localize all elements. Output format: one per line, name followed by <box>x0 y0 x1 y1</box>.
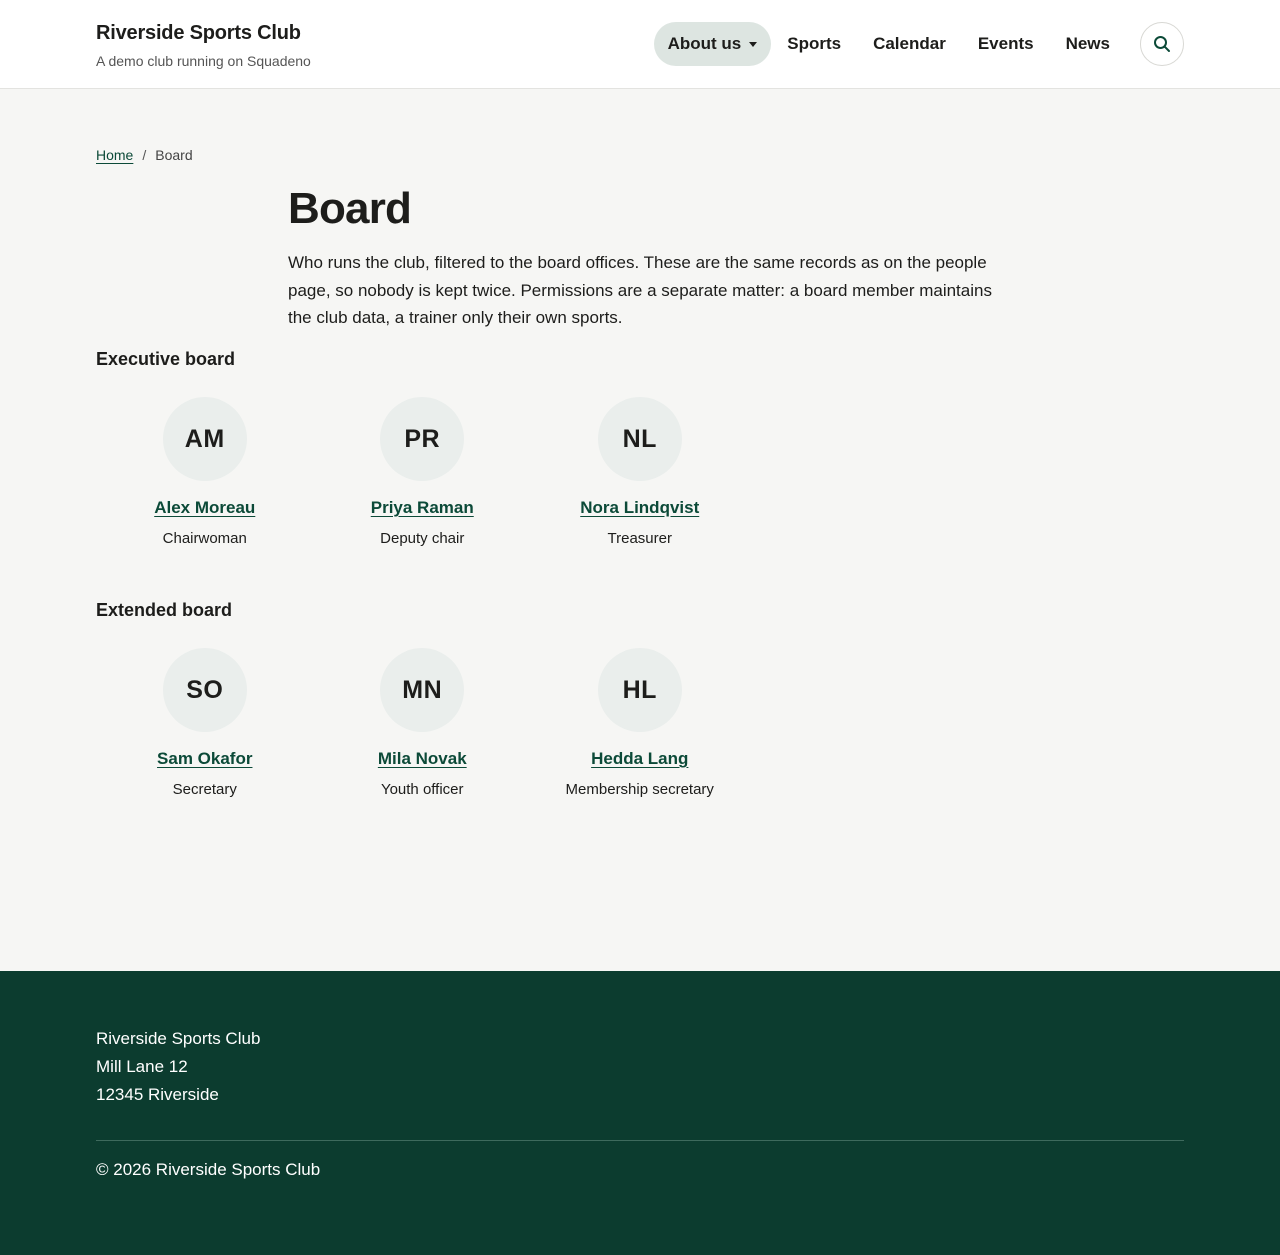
breadcrumb-separator: / <box>142 147 147 163</box>
page-intro: Who runs the club, filtered to the board offices. These are the same records as on the people page, so nobody is kept twice. Permissions are a separate matter: a board member maintains the club data, a trainer only their own sports. <box>288 253 992 327</box>
avatar: AM <box>163 397 247 481</box>
person-role: Deputy chair <box>380 530 465 547</box>
search-icon <box>1153 35 1171 53</box>
person-role: Chairwoman <box>162 530 247 547</box>
footer-divider <box>96 1140 1184 1141</box>
person-card <box>314 397 532 549</box>
person-name-link[interactable]: Sam Okafor <box>157 749 253 768</box>
avatar: PR <box>380 397 464 481</box>
avatar: SO <box>163 648 247 732</box>
brand[interactable] <box>96 20 311 70</box>
footer-address <box>96 1025 260 1109</box>
nav-item-sports[interactable] <box>771 22 857 66</box>
footer-street: Mill Lane 12 <box>96 1057 188 1076</box>
person-card <box>314 648 532 800</box>
person-role: Membership secretary <box>565 781 714 798</box>
avatar: MN <box>380 648 464 732</box>
site-title[interactable]: Riverside Sports Club <box>96 22 301 44</box>
person-name-link[interactable]: Nora Lindqvist <box>580 498 700 517</box>
person-card <box>531 397 749 549</box>
person-name-link[interactable]: Mila Novak <box>377 749 467 768</box>
people-row-executive <box>96 397 749 549</box>
avatar: HL <box>598 648 682 732</box>
site-header <box>0 0 1280 89</box>
site-tagline: A demo club running on Squadeno <box>96 53 311 69</box>
search-button[interactable] <box>1140 22 1184 66</box>
breadcrumb-home-link[interactable]: Home <box>96 147 134 163</box>
person-card <box>96 648 314 800</box>
nav-item-label: About us <box>667 34 742 53</box>
nav-item-label: News <box>1065 34 1110 53</box>
person-role: Youth officer <box>380 781 464 798</box>
nav-item-news[interactable] <box>1050 22 1126 66</box>
nav-item-about-us[interactable] <box>654 22 772 66</box>
nav-item-events[interactable] <box>962 22 1050 66</box>
people-row-extended <box>96 648 749 800</box>
footer-club-name: Riverside Sports Club <box>96 1029 261 1048</box>
footer-city: 12345 Riverside <box>96 1085 219 1104</box>
page-title: Board <box>288 184 412 233</box>
person-role: Secretary <box>172 781 237 798</box>
nav-item-label: Events <box>977 34 1034 53</box>
avatar: NL <box>598 397 682 481</box>
caret-down-icon <box>749 42 757 47</box>
person-role: Treasurer <box>607 530 672 547</box>
site-footer <box>0 971 1280 1255</box>
nav-item-label: Calendar <box>873 34 946 53</box>
nav-item-calendar[interactable] <box>857 22 962 66</box>
group-heading-executive: Executive board <box>96 349 236 369</box>
nav-item-label: Sports <box>787 34 842 53</box>
person-card <box>531 648 749 800</box>
person-card <box>96 397 314 549</box>
person-name-link[interactable]: Alex Moreau <box>154 498 256 517</box>
copyright: © 2026 Riverside Sports Club <box>96 1160 321 1179</box>
group-heading-extended: Extended board <box>96 600 233 620</box>
person-name-link[interactable]: Priya Raman <box>370 498 474 517</box>
breadcrumb-current: Board <box>155 147 193 163</box>
person-name-link[interactable]: Hedda Lang <box>591 749 689 768</box>
main-nav <box>654 22 1184 66</box>
breadcrumb <box>96 147 193 163</box>
